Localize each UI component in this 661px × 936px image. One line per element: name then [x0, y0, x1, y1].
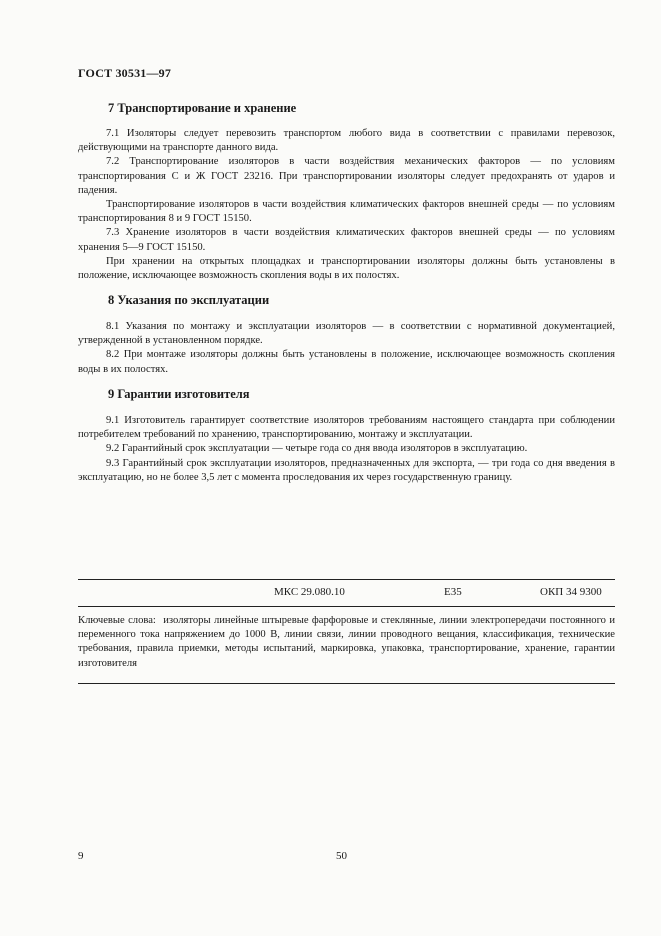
paragraph-7-2: 7.2 Транспортирование изоляторов в части воздействия механических факторов — по условиям транспортирования С и Ж ГОСТ 23216. При транспортировании изоляторы следует предохранять от ударов и падения.	[78, 156, 615, 196]
mks-code: МКС 29.080.10	[274, 586, 345, 598]
divider-middle	[78, 606, 615, 607]
e-code: Е35	[444, 586, 462, 598]
keywords-label: Ключевые слова:	[78, 615, 156, 626]
section-operation	[78, 293, 615, 377]
document-code: ГОСТ 30531—97	[78, 66, 172, 80]
section-transport-storage	[78, 101, 615, 283]
footer-left-number: 9	[78, 850, 84, 862]
paragraph-7-3-open-storage: При хранении на открытых площадках и транспортировании изоляторы должны быть установлены в положение, исключающее возможность скопления воды в их полостях.	[78, 255, 615, 282]
page-number: 50	[336, 850, 347, 862]
section-title: 9 Гарантии изготовителя	[108, 387, 250, 401]
okp-code: ОКП 34 9300	[540, 586, 602, 598]
paragraph-8-1: 8.1 Указания по монтажу и эксплуатации изоляторов — в соответствии с нормативной документацией, утвержденной в установленном порядке.	[78, 321, 615, 347]
divider-bottom	[78, 683, 615, 684]
paragraph-9-3: 9.3 Гарантийный срок эксплуатации изоляторов, предназначенных для экспорта, — три года со дня введения в эксплуатацию, но не более 3,5 лет с момента проследования их через государственную границу.	[78, 457, 615, 483]
section-title: 8 Указания по эксплуатации	[108, 293, 270, 307]
section-title: 7 Транспортирование и хранение	[108, 101, 297, 115]
paragraph-9-1: 9.1 Изготовитель гарантирует соответствие изоляторов требованиям настоящего стандарта при соблюдении потребителем требований по хранению, транспортированию, монтажу и эксплуатации.	[78, 415, 615, 441]
paragraph-9-2: 9.2 Гарантийный срок эксплуатации — четыре года со дня ввода изоляторов в эксплуатацию.	[106, 443, 528, 455]
keywords-text: изоляторы линейные штыревые фарфоровые и стеклянные, линии электропередачи постоянного и переменного тока напряжением до 1000 В, линии связи, линии проводного вещания, классификация, технические требования, правила приемки, методы испытаний, маркировка, упаковка, транспортирование, хранение, гарантии изготовителя	[78, 615, 616, 669]
paragraph-7-2-climate: Транспортирование изоляторов в части воздействия климатических факторов внешней среды — по условиям транспортирования 8 и 9 ГОСТ 15150.	[78, 199, 615, 225]
divider-top	[78, 579, 615, 580]
keywords-block	[78, 614, 615, 671]
paragraph-8-2: 8.2 При монтаже изоляторы должны быть установлены в положение, исключающее возможность скопления воды в их полостях.	[78, 349, 615, 375]
paragraph-7-1: 7.1 Изоляторы следует перевозить транспортом любого вида в соответствии с правилами перевозок, действующими на транспорте данного вида.	[78, 128, 615, 154]
classification-row	[78, 586, 615, 602]
section-warranty	[78, 387, 615, 485]
paragraph-7-3: 7.3 Хранение изоляторов в части воздействия климатических факторов внешней среды — по условиям хранения 5—9 ГОСТ 15150.	[78, 227, 615, 253]
